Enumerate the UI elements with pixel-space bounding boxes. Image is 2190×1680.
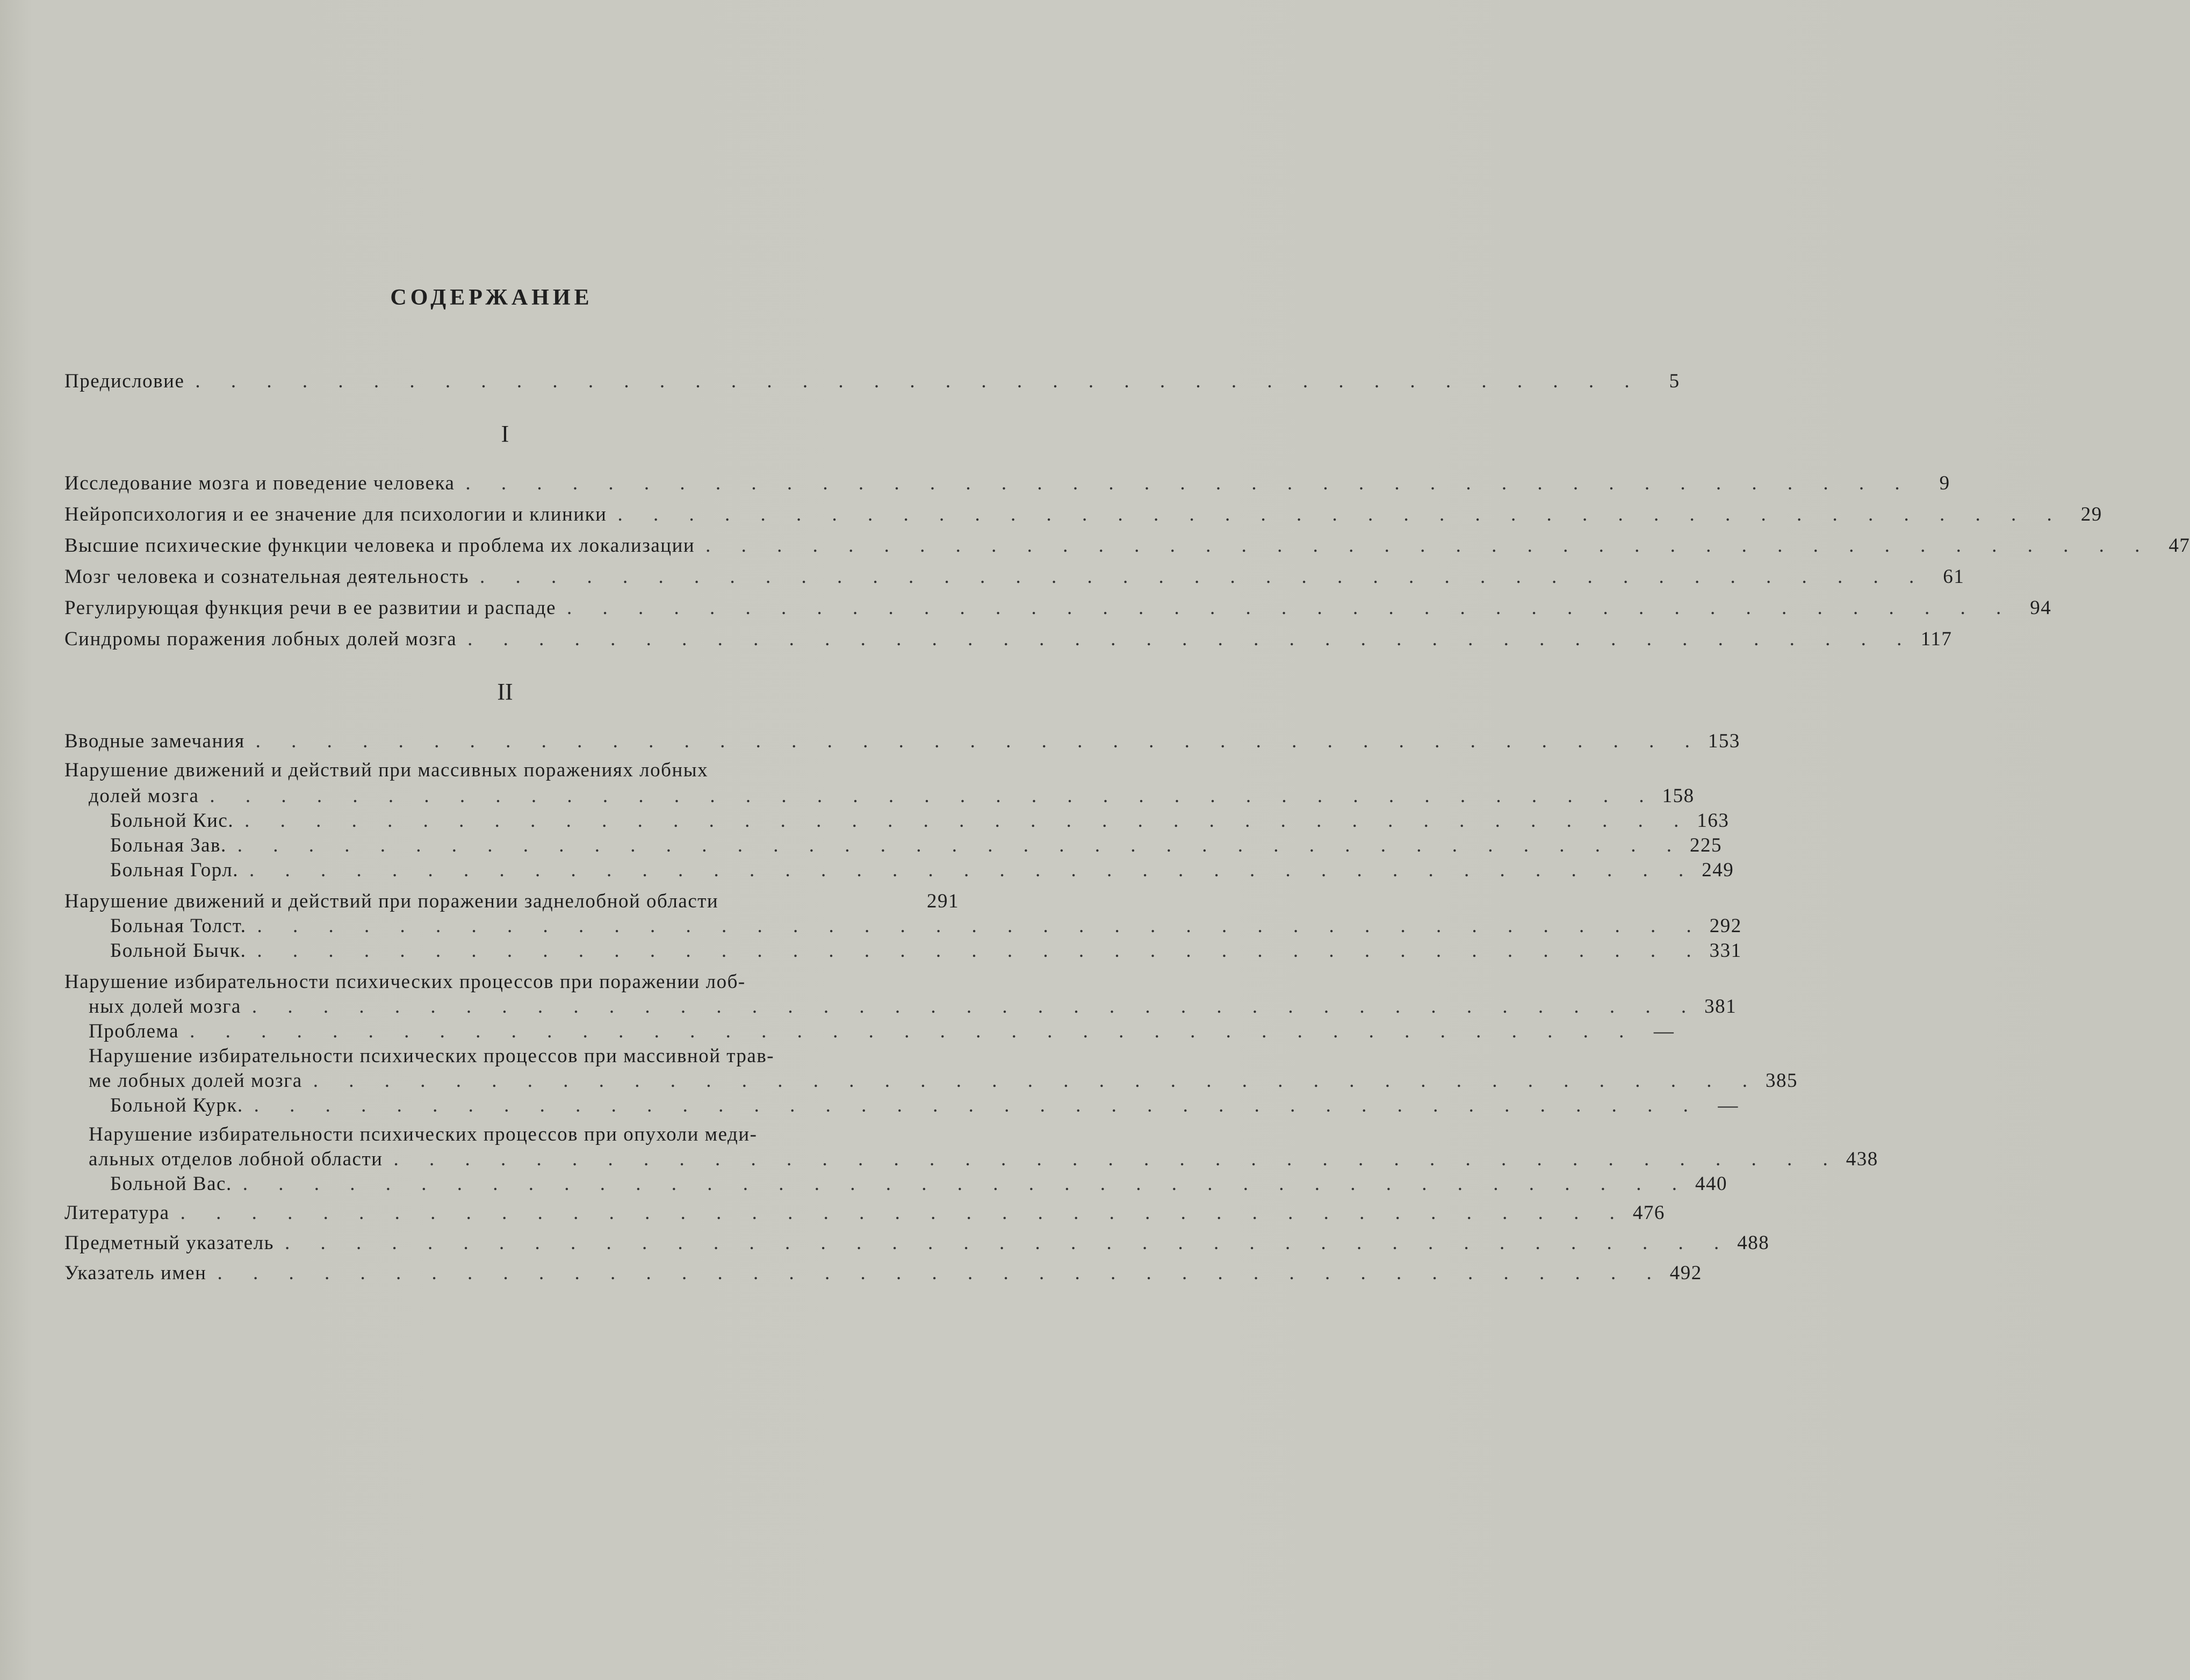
- toc-entry[interactable]: [64, 730, 1740, 754]
- toc-entry-title: долей мозга: [89, 785, 199, 807]
- leader-dots: . . . . . . . . . . . . . . . . . . . . . . . . . . . . . . . . . . . . . . . . .: [257, 940, 1704, 962]
- toc-entry-page: 249: [1702, 859, 1734, 881]
- toc-entry[interactable]: [64, 1231, 1770, 1256]
- toc-entry[interactable]: [64, 472, 1950, 496]
- leader-dots: . . . . . . . . . . . . . . . . . . . . . . . . . . . . . . . . . . . . . . . . .: [210, 785, 1657, 807]
- toc-entry[interactable]: [64, 890, 959, 914]
- leader-dots: . . . . . . . . . . . . . . . . . . . . . . . . . . . . . . . . . . . . . . . . .: [567, 597, 2014, 619]
- toc-entry-title: Больная Толст.: [110, 915, 247, 937]
- toc-entry-title: Вводные замечания: [64, 730, 245, 752]
- toc-subentry[interactable]: [64, 1094, 1739, 1119]
- toc-entry-page: 47: [2169, 535, 2190, 557]
- toc-entry-line1[interactable]: Нарушение избирательности психических процессов при опухоли меди-: [89, 1123, 758, 1145]
- toc-entry-page: 438: [1846, 1148, 1878, 1170]
- toc-entry-title: Больная Горл.: [110, 859, 239, 881]
- leader-dots: . . . . . . . . . . . . . . . . . . . . . . . . . . . . . . . . . . . . . . . . .: [237, 834, 1685, 856]
- toc-entry-page: 385: [1765, 1070, 1798, 1092]
- leader-dots: . . . . . . . . . . . . . . . . . . . . . . . . . . . . . . . . . . . . . . . . .: [465, 472, 1913, 494]
- leader-dots: . . . . . . . . . . . . . . . . . . . . . . . . . . . . . . . . . . . . . . . . .: [251, 996, 1699, 1018]
- leader-dots: . . . . . . . . . . . . . . . . . . . . . . . . . . . . . . . . . . . . . . . . .: [195, 370, 1642, 392]
- toc-entry-page: 9: [1939, 472, 1950, 494]
- leader-dots: . . . . . . . . . . . . . . . . . . . . . . . . . . . . . . . . . . . . . . . . .: [190, 1020, 1637, 1042]
- toc-entry-page: 291: [927, 890, 959, 912]
- leader-dots: . . . . . . . . . . . . . . . . . . . . . . . . . . . . . . . . . . . . . . . . .: [217, 1262, 1665, 1284]
- toc-entry-page: 94: [2030, 597, 2052, 619]
- leader-dots: . . . . . . . . . . . . . . . . . . . . . . . . . . . . . . . . . . . . . . . . .: [180, 1202, 1627, 1224]
- toc-entry-line1[interactable]: Нарушение движений и действий при массивных поражениях лобных: [64, 759, 709, 781]
- toc-subentry[interactable]: [64, 1020, 1675, 1044]
- toc-entry[interactable]: [64, 596, 2052, 621]
- toc-subentry[interactable]: [64, 1069, 1798, 1094]
- toc-entry-title: Нарушение движений и действий при поражении заднелобной области: [64, 890, 719, 912]
- toc-entry-title: Синдромы поражения лобных долей мозга: [64, 628, 457, 650]
- leader-dots: . . . . . . . . . . . . . . . . . . . . . . . . . . . . . . . . . . . . . . . . .: [479, 566, 1927, 588]
- toc-entry[interactable]: [64, 995, 1737, 1020]
- leader-dots: . . . . . . . . . . . . . . . . . . . . . . . . . . . . . . . . . . . . . . . . .: [285, 1232, 1732, 1254]
- leader-dots: . . . . . . . . . . . . . . . . . . . . . . . . . . . . . . . . . . . . . . . . .: [257, 915, 1704, 937]
- toc-entry[interactable]: [64, 1201, 1665, 1226]
- toc-entry-title: Предисловие: [64, 370, 185, 392]
- toc-subentry[interactable]: [64, 939, 1742, 964]
- leader-dots: . . . . . . . . . . . . . . . . . . . . . . . . . . . . . . . . . . . . . . . . .: [244, 810, 1692, 832]
- toc-entry-page: 117: [1920, 628, 1953, 650]
- toc-entry-title: Проблема: [89, 1020, 179, 1042]
- leader-dots: . . . . . . . . . . . . . . . . . . . . . . . . . . . . . . . . . . . . . . . . .: [393, 1148, 1841, 1170]
- toc-subentry[interactable]: [64, 1148, 1878, 1172]
- section-numeral: II: [497, 679, 513, 705]
- toc-entry-title: Больной Кис.: [110, 810, 234, 832]
- toc-entry-page: —: [1653, 1020, 1675, 1042]
- toc-entry[interactable]: [64, 784, 1695, 809]
- toc-entry-title: Больной Бычк.: [110, 940, 247, 962]
- toc-entry[interactable]: [64, 503, 2102, 528]
- leader-dots: . . . . . . . . . . . . . . . . . . . . . . . . . . . . . . . . . . . . . . . . .: [242, 1173, 1690, 1195]
- toc-entry-title: Больной Курк.: [110, 1094, 243, 1116]
- toc-entry-title: ных долей мозга: [89, 996, 241, 1018]
- leader-dots: . . . . . . . . . . . . . . . . . . . . . . . . . . . . . . . . . . . . . . . . .: [249, 859, 1697, 881]
- toc-entry-page: 61: [1943, 566, 1965, 588]
- toc-entry-title: Регулирующая функция речи в ее развитии и распаде: [64, 597, 557, 619]
- toc-subentry[interactable]: [64, 859, 1734, 883]
- toc-entry-title: Высшие психические функции человека и проблема их локализации: [64, 535, 695, 557]
- toc-entry-title: Больная Зав.: [110, 834, 227, 856]
- toc-entry-title: Предметный указатель: [64, 1232, 275, 1254]
- toc-entry-page: 29: [2080, 503, 2102, 525]
- toc-entry-page: —: [1718, 1094, 1739, 1116]
- toc-entry-title: ме лобных долей мозга: [89, 1070, 302, 1092]
- section-numeral: I: [501, 421, 509, 447]
- toc-entry-page: 492: [1669, 1262, 1702, 1284]
- toc-entry-title: Исследование мозга и поведение человека: [64, 472, 455, 494]
- toc-entry-page: 163: [1697, 810, 1730, 832]
- toc-entry[interactable]: [64, 534, 2190, 559]
- leader-dots: . . . . . . . . . . . . . . . . . . . . . . . . . . . . . . . . . . . . . . . . .: [254, 1094, 1701, 1116]
- leader-dots: . . . . . . . . . . . . . . . . . . . . . . . . . . . . . . . . . . . . . . . . .: [467, 628, 1915, 650]
- toc-subentry[interactable]: [64, 809, 1730, 834]
- toc-entry-page: 488: [1737, 1232, 1770, 1254]
- toc-entry[interactable]: [64, 628, 1953, 652]
- toc-entry-preface[interactable]: [64, 370, 1680, 394]
- toc-entry-page: 331: [1709, 940, 1742, 962]
- toc-entry-title: Нейропсихология и ее значение для психологии и клиники: [64, 503, 607, 525]
- leader-dots: . . . . . . . . . . . . . . . . . . . . . . . . . . . . . . . . . . . . . . . . .: [705, 535, 2153, 557]
- toc-entry-title: Мозг человека и сознательная деятельность: [64, 566, 469, 588]
- toc-entry-page: 292: [1709, 915, 1742, 937]
- toc-entry-page: 153: [1708, 730, 1740, 752]
- leader-dots: . . . . . . . . . . . . . . . . . . . . . . . . . . . . . . . . . . . . . . . . .: [255, 730, 1703, 752]
- toc-entry[interactable]: [64, 1261, 1702, 1286]
- toc-entry-page: 476: [1632, 1202, 1665, 1224]
- toc-subentry[interactable]: [64, 1172, 1727, 1197]
- toc-entry-page: 225: [1690, 834, 1723, 856]
- toc-entry-page: 158: [1662, 785, 1695, 807]
- toc-entry-page: 5: [1669, 370, 1680, 392]
- toc-entry-page: 440: [1695, 1173, 1727, 1195]
- toc-entry-title: Больной Вас.: [110, 1173, 232, 1195]
- toc-subentry[interactable]: [64, 914, 1742, 939]
- leader-dots: . . . . . . . . . . . . . . . . . . . . . . . . . . . . . . . . . . . . . . . . .: [617, 503, 2065, 525]
- toc-entry-title: альных отделов лобной области: [89, 1148, 383, 1170]
- toc-entry-title: Указатель имен: [64, 1262, 207, 1284]
- toc-entry-title: Литература: [64, 1202, 170, 1224]
- toc-entry-page: 381: [1704, 996, 1737, 1018]
- toc-entry-line1[interactable]: Нарушение избирательности психических процессов при массивной трав-: [89, 1045, 775, 1067]
- toc-subentry[interactable]: [64, 834, 1723, 859]
- toc-entry-line1[interactable]: Нарушение избирательности психических процессов при поражении лоб-: [64, 971, 746, 993]
- toc-entry[interactable]: [64, 565, 1965, 590]
- page-title: СОДЕРЖАНИЕ: [390, 285, 593, 310]
- leader-dots: . . . . . . . . . . . . . . . . . . . . . . . . . . . . . . . . . . . . . . . . .: [313, 1070, 1760, 1092]
